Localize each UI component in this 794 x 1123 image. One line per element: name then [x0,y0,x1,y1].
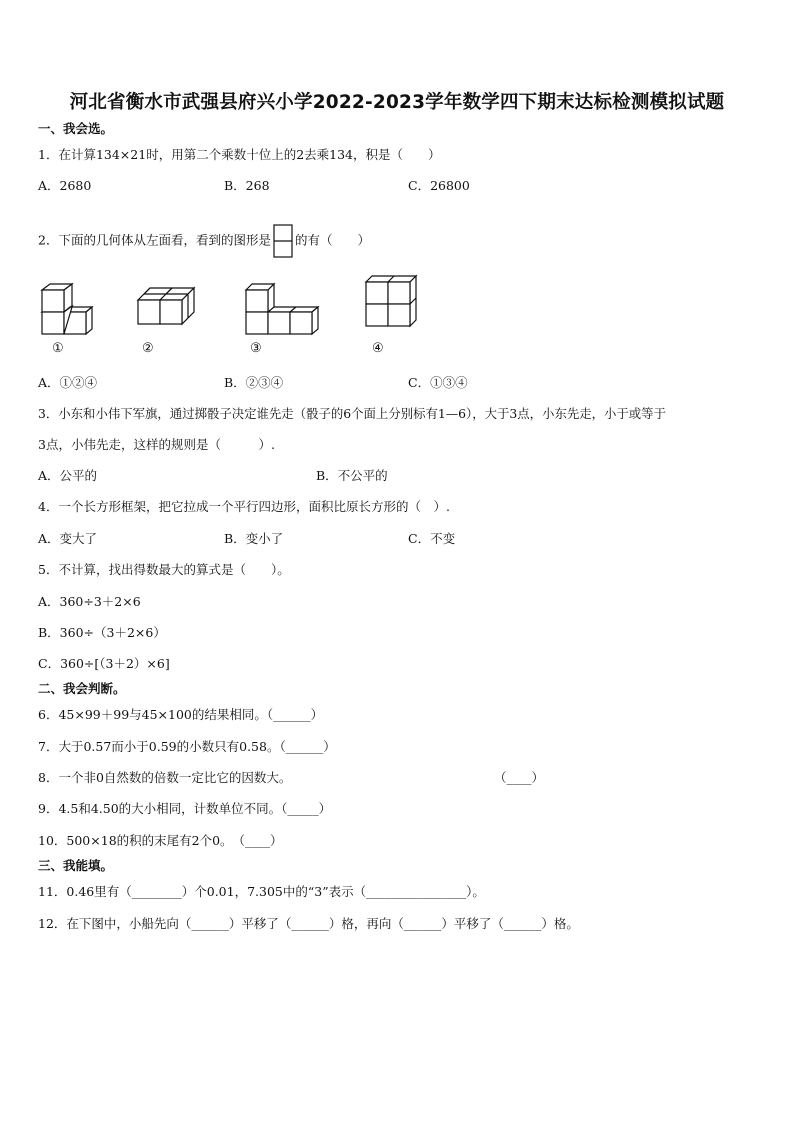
section-3-heading: 三、我能填。 [38,858,114,873]
question-2 [38,224,370,258]
figure-2-label: ② [142,341,154,356]
q3-option-a[interactable]: A．公平的 [38,468,98,483]
q4-option-c[interactable]: C．不变 [408,531,456,546]
solid-figure-3 [242,280,320,338]
question-11: 11．0.46里有（________）个0.01，7.305中的“3”表示（________________）。 [38,884,485,899]
solid-figure-2 [136,284,198,328]
question-6: 6．45×99＋99与45×100的结果相同。（______） [38,707,324,722]
question-10: 10．500×18的积的末尾有2个0。 （____） [38,833,283,848]
section-2-heading: 二、我会判断。 [38,681,126,696]
q5-option-c[interactable]: C．360÷[（3＋2）×6] [38,656,170,671]
question-3-line-2: 3点，小伟先走，这样的规则是（ ）. [38,437,275,452]
q5-option-a[interactable]: A．360÷3＋2×6 [38,594,141,609]
left-view-shape-icon [273,224,293,258]
q2-option-a[interactable]: A．①②④ [38,375,98,390]
solid-figure-1 [38,280,98,338]
question-4: 4．一个长方形框架，把它拉成一个平行四边形，面积比原长方形的（ ）. [38,499,450,514]
page-title: 河北省衡水市武强县府兴小学2022-2023学年数学四下期末达标检测模拟试题 [69,92,725,113]
section-1-heading: 一、我会选。 [38,121,114,136]
question-5: 5．不计算，找出得数最大的算式是（ ）。 [38,562,290,577]
q2-text-after: 的有（ ） [294,232,370,248]
question-12: 12．在下图中，小船先向（______）平移了（______）格，再向（______）平移了（______）格。 [38,916,579,931]
figure-4-label: ④ [372,341,384,356]
q2-text-before: 2．下面的几何体从左面看，看到的图形是 [38,232,271,248]
question-1: 1．在计算134×21时，用第二个乘数十位上的2去乘134，积是（ ） [38,147,441,162]
question-9: 9．4.5和4.50的大小相同，计数单位不同。（_____） [38,801,332,816]
q4-option-b[interactable]: B．变小了 [224,531,284,546]
question-7: 7．大于0.57而小于0.59的小数只有0.58。（______） [38,739,336,754]
solid-figure-4 [362,272,420,330]
question-3-line-1: 3．小东和小伟下军旗，通过掷骰子决定谁先走（骰子的6个面上分别标有1—6），大于3点，小东先走，小于或等于 [38,406,666,421]
figure-1-label: ① [52,341,64,356]
q2-option-c[interactable]: C．①③④ [408,375,468,390]
q1-option-b[interactable]: B．268 [224,178,270,193]
q8-answer-blank[interactable]: （____） [494,770,545,785]
question-8: 8．一个非0自然数的倍数一定比它的因数大。 [38,770,292,785]
q1-option-a[interactable]: A．2680 [38,178,92,193]
q2-option-b[interactable]: B．②③④ [224,375,284,390]
q1-option-c[interactable]: C．26800 [408,178,470,193]
figure-3-label: ③ [250,341,262,356]
q4-option-a[interactable]: A．变大了 [38,531,98,546]
q5-option-b[interactable]: B．360÷（3＋2×6） [38,625,166,640]
q3-option-b[interactable]: B．不公平的 [316,468,388,483]
